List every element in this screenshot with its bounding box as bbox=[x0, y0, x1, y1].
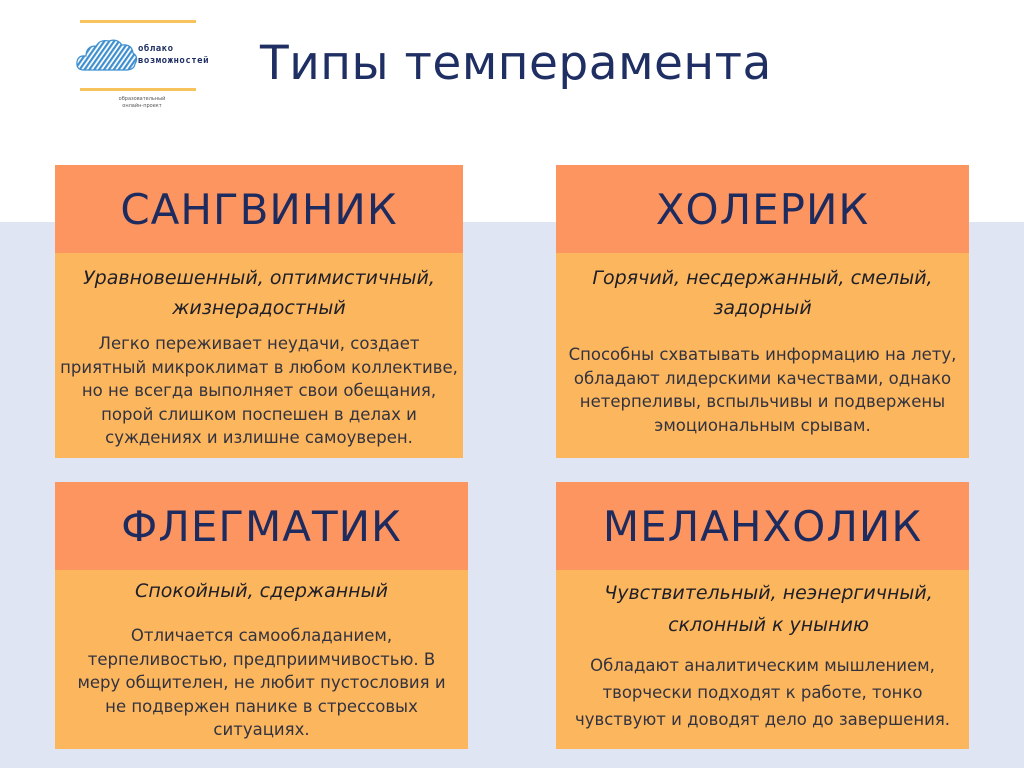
cloud-icon bbox=[76, 38, 138, 74]
card-phlegmatic bbox=[55, 482, 468, 749]
card-melancholic-header: МЕЛАНХОЛИК bbox=[556, 482, 969, 570]
card-melancholic bbox=[556, 482, 969, 749]
logo-tagline: образовательный онлайн-проект bbox=[118, 96, 166, 109]
card-sanguine bbox=[55, 165, 463, 458]
card-sanguine-traits: Уравновешенный, оптимистичный, жизнерадостный bbox=[83, 267, 435, 319]
logo-name-line2: возможностей bbox=[138, 56, 210, 66]
card-choleric-traits: Горячий, несдержанный, смелый, задорный bbox=[592, 267, 933, 319]
card-choleric-header: ХОЛЕРИК bbox=[556, 165, 969, 253]
logo-divider-top bbox=[80, 20, 196, 23]
logo-divider-bottom bbox=[80, 88, 196, 91]
card-phlegmatic-header: ФЛЕГМАТИК bbox=[55, 482, 468, 570]
card-choleric-description: Способны схватывать информацию на лету, обладают лидерскими качествами, однако нетерпеливы, вспыльчивы и подвержены эмоциональным срывам. bbox=[568, 345, 957, 435]
card-melancholic-traits: Чувствительный, неэнергичный, склонный к унынию bbox=[604, 582, 933, 636]
card-sanguine-header: САНГВИНИК bbox=[55, 165, 463, 253]
card-phlegmatic-description: Отличается самообладанием, терпеливостью, предприимчивостью. В меру общителен, не любит пустословия и не подвержен панике в стрессовых ситуациях. bbox=[77, 626, 446, 739]
card-melancholic-description: Обладают аналитическим мышлением, творчески подходят к работе, тонко чувствуют и доводят дело до завершения. bbox=[575, 656, 950, 729]
page-title: Типы темперамента bbox=[260, 36, 772, 91]
logo bbox=[76, 18, 210, 114]
card-phlegmatic-traits: Спокойный, сдержанный bbox=[135, 580, 388, 602]
logo-name-line1: облако bbox=[138, 44, 174, 54]
card-choleric bbox=[556, 165, 969, 458]
card-sanguine-description: Легко переживает неудачи, создает приятный микроклимат в любом коллективе, но не всегда выполняет свои обещания, порой слишком поспешен в делах и суждениях и излишне самоуверен. bbox=[60, 334, 458, 447]
